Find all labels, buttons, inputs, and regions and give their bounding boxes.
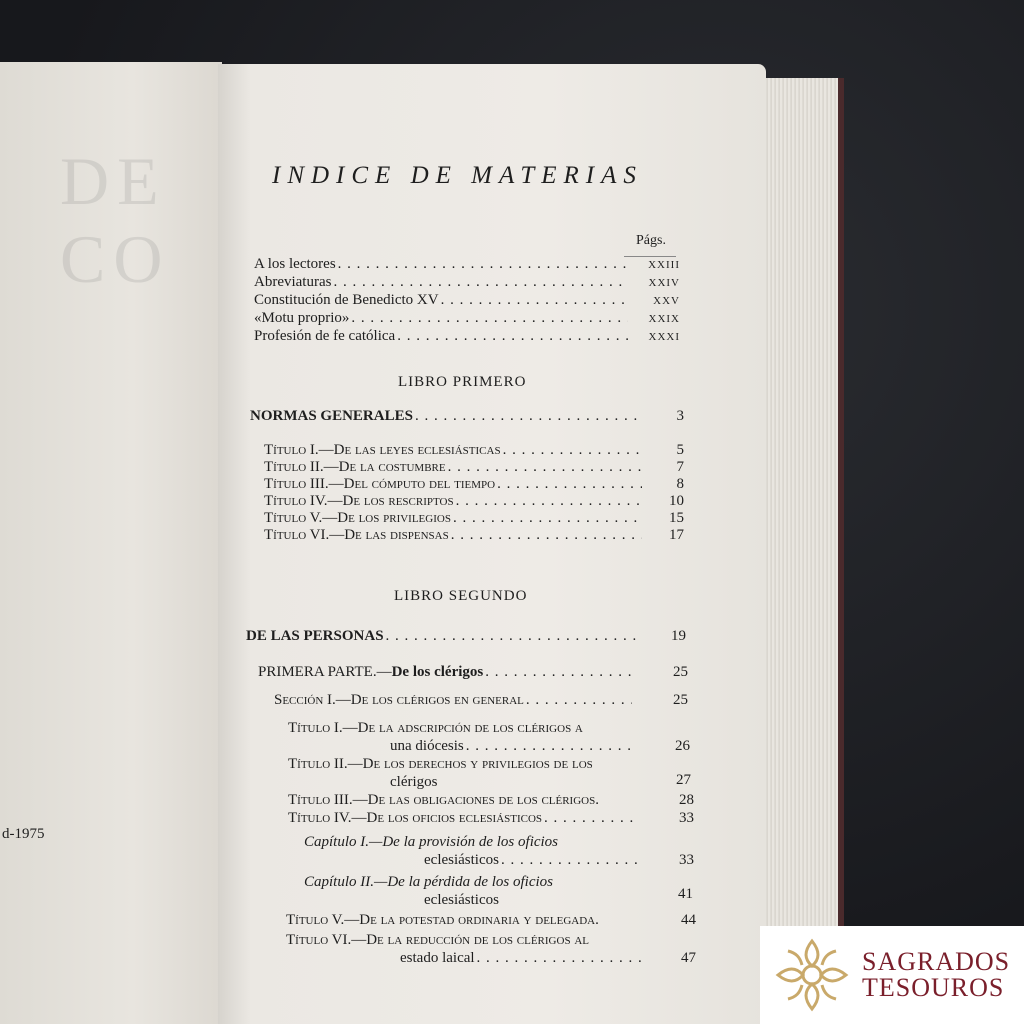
toc-entry xyxy=(288,810,694,827)
toc-entry-page: XXXI xyxy=(648,331,680,343)
toc-entry-page: XXIV xyxy=(648,277,680,289)
ornament-cross-icon xyxy=(774,937,850,1013)
toc-entry-label: NORMAS GENERALES xyxy=(250,408,413,424)
toc-entry-label-regular: PRIMERA PARTE.— xyxy=(258,664,392,680)
toc-entry-page: 26 xyxy=(675,738,690,754)
toc-entry-label: DE LAS PERSONAS xyxy=(246,628,384,644)
toc-entry-main xyxy=(250,408,684,425)
toc-entry-page: 8 xyxy=(676,476,684,492)
toc-entry xyxy=(264,510,684,527)
toc-entry xyxy=(286,912,696,929)
toc-entry-page: XXV xyxy=(653,295,680,307)
toc-entry-page: 10 xyxy=(669,493,684,509)
toc-entry xyxy=(400,950,696,967)
toc-entry-line1: Capítulo II.—De la pérdida de los oficios xyxy=(304,874,554,890)
toc-entry xyxy=(264,442,684,459)
toc-entry-page: 33 xyxy=(679,852,694,868)
toc-entry-label: una diócesis xyxy=(390,738,464,754)
toc-entry xyxy=(264,493,684,510)
left-page-year-fragment: d-1975 xyxy=(2,826,45,842)
toc-entry-label: Título II.—De la costumbre xyxy=(264,459,446,475)
toc-entry-label: Constitución de Benedicto XV xyxy=(254,292,439,308)
toc-entry-label: Título IV.—De los oficios eclesiásticos xyxy=(288,810,543,826)
toc-entry-page: 5 xyxy=(676,442,684,458)
toc-entry-page: 25 xyxy=(673,692,688,708)
toc-entry-page: 25 xyxy=(673,664,688,680)
toc-entry-line2: clérigos xyxy=(390,774,438,790)
toc-entry xyxy=(254,310,680,327)
toc-entry-page: 17 xyxy=(669,527,684,543)
toc-entry-page: XXIII xyxy=(648,259,680,271)
toc-entry-main xyxy=(246,628,686,645)
toc-entry xyxy=(254,274,680,291)
toc-entry-label: estado laical xyxy=(400,950,475,966)
toc-entry-label: Título IV.—De los rescriptos xyxy=(264,493,454,509)
toc-entry-line1: Título II.—De los derechos y privilegios de los xyxy=(288,756,593,772)
toc-entry-page: 44 xyxy=(681,912,696,928)
toc-entry-label: Título VI.—De las dispensas xyxy=(264,527,449,543)
toc-entry-seccion xyxy=(274,692,688,709)
toc-entry-page: 27 xyxy=(676,772,691,788)
toc-entry xyxy=(264,459,684,476)
pages-column-header: Págs. xyxy=(636,233,666,248)
watermark-text xyxy=(862,949,1010,1001)
toc-entry-label: Sección I.—De los clérigos en general xyxy=(274,692,524,708)
left-page-bleedthrough: DE CO xyxy=(60,143,171,297)
toc-entry xyxy=(254,292,680,309)
index-title: INDICE DE MATERIAS xyxy=(272,162,643,189)
toc-entry-label: Abreviaturas xyxy=(254,274,332,290)
toc-entry-page: 3 xyxy=(676,408,684,424)
watermark-line1: SAGRADOS xyxy=(862,947,1011,976)
toc-entry-page: 19 xyxy=(671,628,686,644)
toc-entry-label: «Motu proprio» xyxy=(254,310,350,326)
toc-entry xyxy=(390,738,690,755)
toc-entry-label: Título III.—De las obligaciones de los clérigos. xyxy=(288,792,599,808)
toc-entry-page: 7 xyxy=(676,459,684,475)
toc-entry-label: A los lectores xyxy=(254,256,336,272)
toc-entry xyxy=(254,256,680,273)
watermark-badge xyxy=(760,926,1024,1024)
toc-entry-label: Título V.—De los privilegios xyxy=(264,510,451,526)
toc-entry-label: Título III.—Del cómputo del tiempo xyxy=(264,476,496,492)
toc-entry xyxy=(254,328,680,345)
toc-entry xyxy=(288,792,694,809)
toc-entry-label: Título I.—De las leyes eclesiásticas xyxy=(264,442,501,458)
libro-segundo-heading: LIBRO SEGUNDO xyxy=(394,588,528,604)
toc-entry-page: 41 xyxy=(678,886,693,902)
toc-entry-page: 15 xyxy=(669,510,684,526)
toc-entry-page: 33 xyxy=(679,810,694,826)
toc-entry-page: 47 xyxy=(681,950,696,966)
toc-entry-label: Profesión de fe católica xyxy=(254,328,396,344)
toc-entry xyxy=(264,527,684,544)
toc-entry xyxy=(264,476,684,493)
toc-entry-label: Título V.—De la potestad ordinaria y delegada. xyxy=(286,912,599,928)
toc-entry-page: XXIX xyxy=(648,313,680,325)
toc-entry-label-bold: De los clérigos xyxy=(391,664,484,680)
toc-entry-page: 28 xyxy=(679,792,694,808)
watermark-line2: TESOUROS xyxy=(862,973,1005,1002)
toc-entry-line1: Título I.—De la adscripción de los clérigos a xyxy=(288,720,583,736)
toc-entry-label: eclesiásticos xyxy=(424,852,499,868)
toc-entry xyxy=(424,852,694,869)
toc-entry-line2: eclesiásticos xyxy=(424,892,499,908)
libro-primero-heading: LIBRO PRIMERO xyxy=(398,374,527,390)
toc-entry-line1: Título VI.—De la reducción de los clérigos al xyxy=(286,932,589,948)
toc-entry-line1: Capítulo I.—De la provisión de los oficios xyxy=(304,834,559,850)
toc-entry-parte xyxy=(258,664,688,681)
